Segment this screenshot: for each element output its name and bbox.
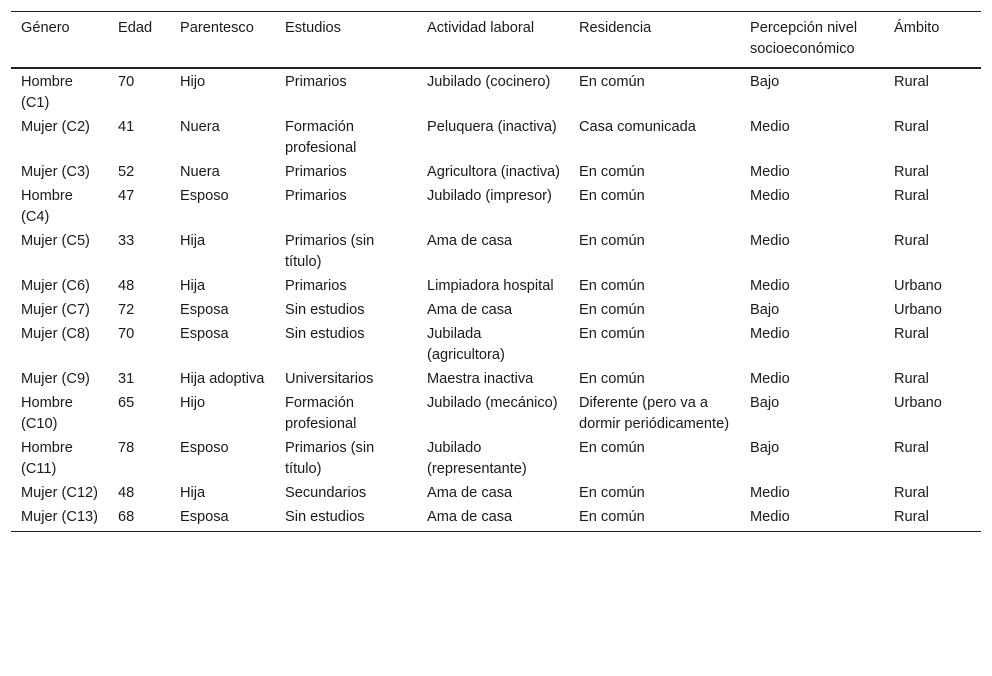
cell-ambito: Rural: [894, 485, 929, 501]
cell-nivel-socioeconomico: Medio: [750, 119, 790, 135]
cell-genero: Hombre (C10): [21, 395, 73, 432]
cell-residencia: En común: [579, 164, 645, 180]
cell-edad: 47: [118, 188, 135, 204]
cell-edad: 68: [118, 509, 135, 525]
header-row: [11, 12, 981, 69]
cell-genero: Mujer (C8): [21, 326, 90, 342]
table-container: [11, 11, 981, 532]
cell-edad: 31: [118, 371, 135, 387]
cell-actividad-laboral: Jubilado (mecánico): [427, 395, 558, 411]
cell-genero: Mujer (C12): [21, 485, 99, 501]
cell-parentesco: Esposa: [180, 326, 229, 342]
cell-estudios: Sin estudios: [285, 302, 365, 318]
cell-residencia: En común: [579, 302, 645, 318]
cell-nivel-socioeconomico: Medio: [750, 326, 790, 342]
cell-edad: 33: [118, 233, 135, 249]
cell-estudios: Universitarios: [285, 371, 374, 387]
table-row: [11, 505, 981, 532]
cell-actividad-laboral: Jubilado (representante): [427, 440, 527, 477]
cell-residencia: En común: [579, 485, 645, 501]
table-row: [11, 436, 981, 481]
cell-parentesco: Esposa: [180, 509, 229, 525]
cell-parentesco: Hijo: [180, 74, 206, 90]
cell-ambito: Urbano: [894, 278, 942, 294]
cell-nivel-socioeconomico: Bajo: [750, 302, 780, 318]
cell-actividad-laboral: Ama de casa: [427, 233, 513, 249]
cell-residencia: Casa comunicada: [579, 119, 696, 135]
header-cell-estudios: Estudios: [285, 20, 341, 36]
cell-ambito: Rural: [894, 440, 929, 456]
cell-edad: 65: [118, 395, 135, 411]
cell-residencia: En común: [579, 74, 645, 90]
cell-actividad-laboral: Ama de casa: [427, 302, 513, 318]
table-row: [11, 229, 981, 274]
cell-parentesco: Hija adoptiva: [180, 371, 265, 387]
cell-estudios: Formación profesional: [285, 395, 357, 432]
cell-edad: 41: [118, 119, 135, 135]
cell-residencia: En común: [579, 188, 645, 204]
cell-estudios: Sin estudios: [285, 509, 365, 525]
header-cell-residencia: Residencia: [579, 20, 652, 36]
cell-actividad-laboral: Jubilado (impresor): [427, 188, 552, 204]
cell-genero: Hombre (C11): [21, 440, 73, 477]
cell-nivel-socioeconomico: Bajo: [750, 440, 780, 456]
cell-edad: 70: [118, 326, 135, 342]
cell-genero: Mujer (C9): [21, 371, 90, 387]
cell-ambito: Rural: [894, 326, 929, 342]
cell-actividad-laboral: Agricultora (inactiva): [427, 164, 561, 180]
cell-estudios: Formación profesional: [285, 119, 357, 156]
cell-estudios: Primarios (sin título): [285, 440, 375, 477]
cell-estudios: Primarios: [285, 164, 347, 180]
table-row: [11, 68, 981, 115]
cell-ambito: Rural: [894, 164, 929, 180]
cell-ambito: Rural: [894, 509, 929, 525]
table-body: [11, 68, 981, 532]
cell-estudios: Primarios (sin título): [285, 233, 375, 270]
cell-ambito: Rural: [894, 233, 929, 249]
cell-nivel-socioeconomico: Medio: [750, 233, 790, 249]
header-cell-edad: Edad: [118, 20, 153, 36]
cell-actividad-laboral: Limpiadora hospital: [427, 278, 554, 294]
cell-nivel-socioeconomico: Medio: [750, 485, 790, 501]
cell-nivel-socioeconomico: Bajo: [750, 395, 780, 411]
cell-edad: 52: [118, 164, 135, 180]
cell-parentesco: Nuera: [180, 164, 220, 180]
cell-ambito: Rural: [894, 371, 929, 387]
table-row: [11, 367, 981, 391]
cell-nivel-socioeconomico: Medio: [750, 371, 790, 387]
cell-edad: 70: [118, 74, 135, 90]
cell-actividad-laboral: Jubilada (agricultora): [427, 326, 505, 363]
cell-estudios: Primarios: [285, 188, 347, 204]
cell-parentesco: Esposa: [180, 302, 229, 318]
cell-residencia: Diferente (pero va a dormir periódicamente): [579, 395, 730, 432]
cell-residencia: En común: [579, 326, 645, 342]
table-row: [11, 115, 981, 160]
cell-nivel-socioeconomico: Medio: [750, 188, 790, 204]
table-row: [11, 322, 981, 367]
header-cell-parentesco: Parentesco: [180, 20, 254, 36]
cell-genero: Mujer (C7): [21, 302, 90, 318]
table-header: [11, 12, 981, 69]
header-cell-ambito: Ámbito: [894, 20, 940, 36]
cell-residencia: En común: [579, 509, 645, 525]
cell-genero: Hombre (C1): [21, 74, 73, 111]
cell-parentesco: Hija: [180, 278, 206, 294]
cell-edad: 48: [118, 278, 135, 294]
cell-actividad-laboral: Jubilado (cocinero): [427, 74, 551, 90]
cell-parentesco: Hija: [180, 485, 206, 501]
cell-actividad-laboral: Peluquera (inactiva): [427, 119, 557, 135]
cell-estudios: Secundarios: [285, 485, 367, 501]
cell-estudios: Sin estudios: [285, 326, 365, 342]
cell-residencia: En común: [579, 278, 645, 294]
cell-ambito: Rural: [894, 74, 929, 90]
cell-parentesco: Nuera: [180, 119, 220, 135]
cell-actividad-laboral: Ama de casa: [427, 485, 513, 501]
caregivers-table: [11, 11, 981, 532]
cell-parentesco: Esposo: [180, 188, 229, 204]
cell-estudios: Primarios: [285, 74, 347, 90]
cell-ambito: Rural: [894, 188, 929, 204]
cell-nivel-socioeconomico: Bajo: [750, 74, 780, 90]
cell-nivel-socioeconomico: Medio: [750, 278, 790, 294]
table-row: [11, 184, 981, 229]
cell-residencia: En común: [579, 440, 645, 456]
cell-ambito: Rural: [894, 119, 929, 135]
cell-genero: Hombre (C4): [21, 188, 73, 225]
cell-ambito: Urbano: [894, 302, 942, 318]
cell-parentesco: Esposo: [180, 440, 229, 456]
cell-actividad-laboral: Ama de casa: [427, 509, 513, 525]
cell-genero: Mujer (C3): [21, 164, 90, 180]
cell-nivel-socioeconomico: Medio: [750, 164, 790, 180]
cell-genero: Mujer (C6): [21, 278, 90, 294]
cell-genero: Mujer (C5): [21, 233, 90, 249]
table-row: [11, 160, 981, 184]
header-cell-actividad-laboral: Actividad laboral: [427, 20, 535, 36]
table-row: [11, 298, 981, 322]
cell-genero: Mujer (C2): [21, 119, 90, 135]
table-row: [11, 274, 981, 298]
cell-ambito: Urbano: [894, 395, 942, 411]
table-row: [11, 481, 981, 505]
cell-edad: 48: [118, 485, 135, 501]
cell-parentesco: Hija: [180, 233, 206, 249]
cell-parentesco: Hijo: [180, 395, 206, 411]
cell-residencia: En común: [579, 371, 645, 387]
cell-estudios: Primarios: [285, 278, 347, 294]
cell-nivel-socioeconomico: Medio: [750, 509, 790, 525]
cell-edad: 78: [118, 440, 135, 456]
header-cell-nivel-socioeconomico: Percepción nivel socioeconómico: [750, 20, 858, 57]
header-cell-genero: Género: [21, 20, 70, 36]
cell-genero: Mujer (C13): [21, 509, 99, 525]
cell-actividad-laboral: Maestra inactiva: [427, 371, 534, 387]
table-row: [11, 391, 981, 436]
cell-edad: 72: [118, 302, 135, 318]
cell-residencia: En común: [579, 233, 645, 249]
